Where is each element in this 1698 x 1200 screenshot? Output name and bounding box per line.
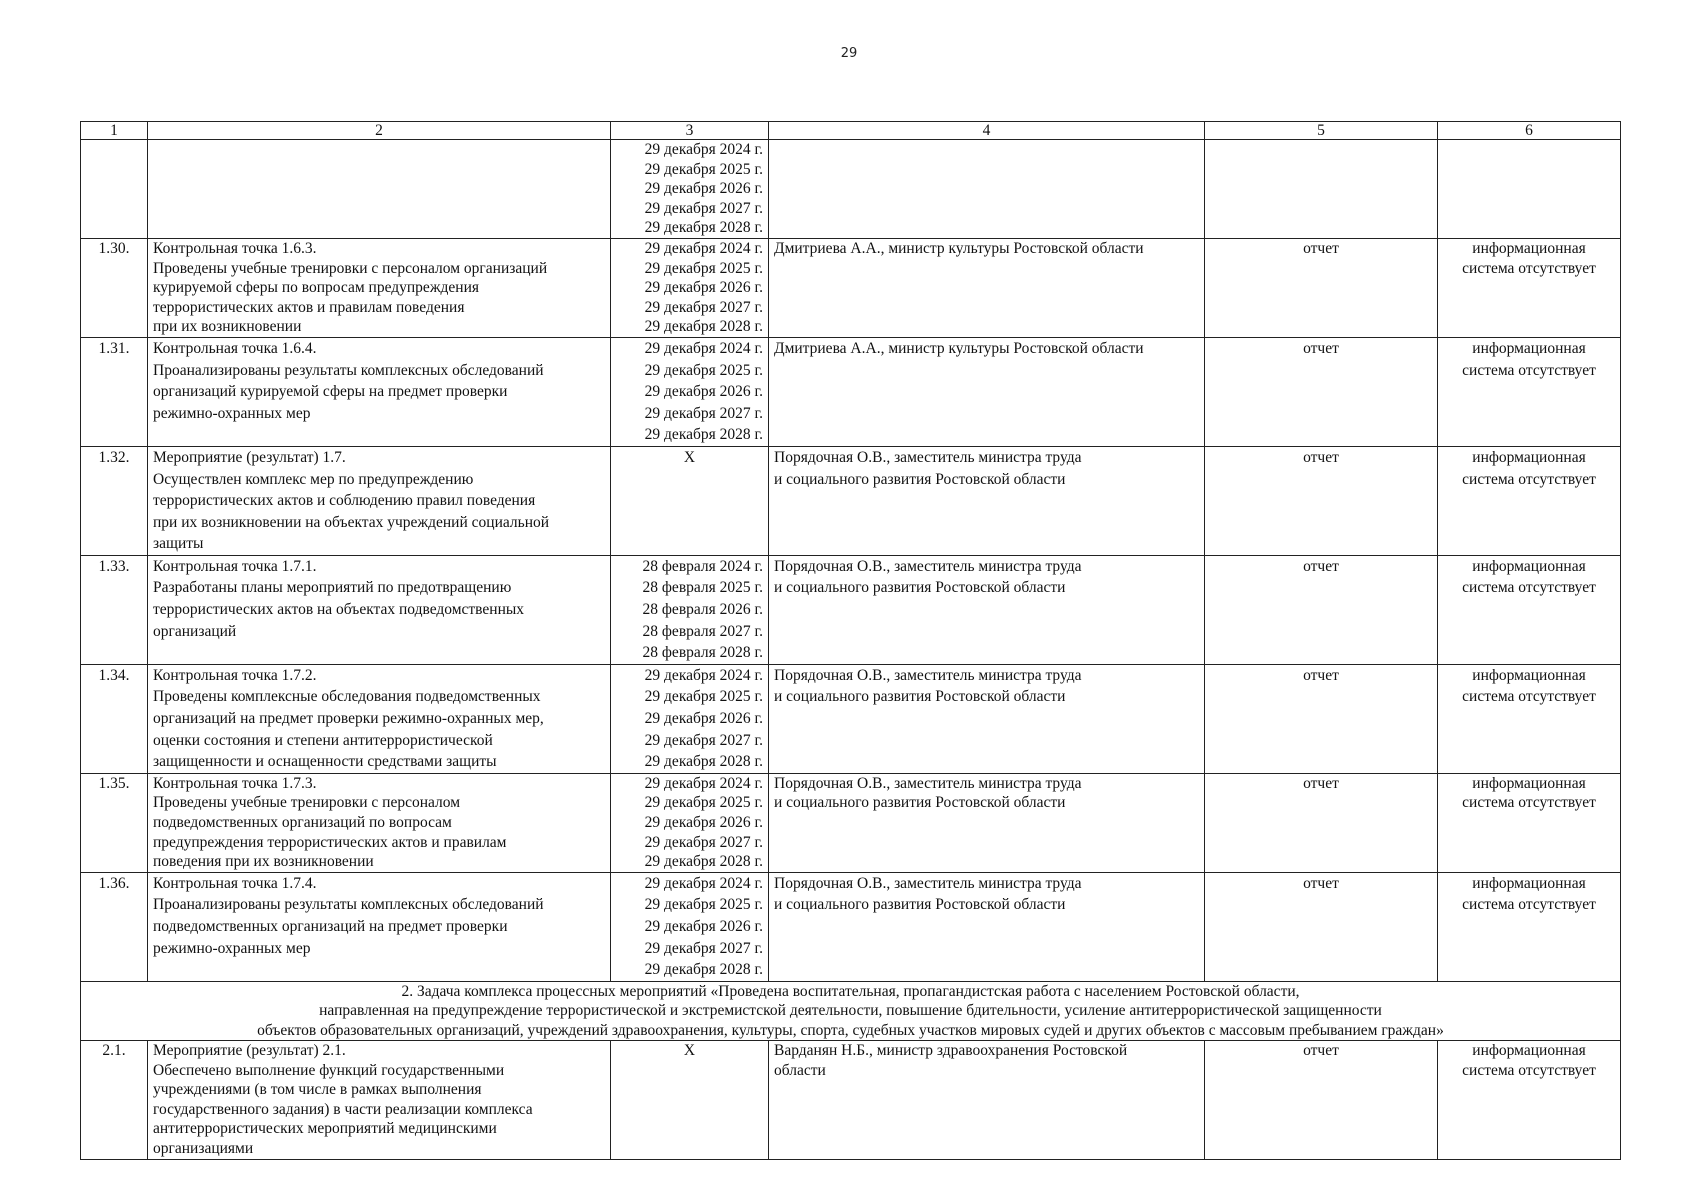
row-description-line: террористических актов и соблюдению правил поведения xyxy=(153,492,536,510)
table-row xyxy=(81,238,1621,337)
row-info-system xyxy=(1438,446,1621,555)
row-description-line: Контрольная точка 1.7.2. xyxy=(153,666,317,684)
row-info-system-line: система отсутствует xyxy=(1462,579,1596,597)
task-section-line: направленная на предупреждение террористической и экстремистской деятельности, повышение бдительности, усиление антитеррористической защищенности xyxy=(319,1002,1382,1020)
row-number xyxy=(81,140,148,239)
table-row xyxy=(81,140,1621,239)
table-row xyxy=(81,773,1621,872)
row-number: 1.32. xyxy=(81,446,148,555)
column-number: 1 xyxy=(81,122,148,140)
row-number: 1.33. xyxy=(81,555,148,664)
column-number: 3 xyxy=(611,122,769,140)
row-dates-line: 29 декабря 2026 г. xyxy=(644,710,763,728)
row-description-line: режимно-охранных мер xyxy=(153,404,311,422)
row-dates xyxy=(611,1040,769,1159)
row-responsible xyxy=(769,446,1205,555)
row-responsible-line: и социального развития Ростовской области xyxy=(774,470,1066,488)
row-dates-line: 29 декабря 2025 г. xyxy=(644,896,763,914)
row-document-type xyxy=(1205,140,1438,239)
task-section-line: 2. Задача комплекса процессных мероприятий «Проведена воспитательная, пропагандистская работа с населением Ростовской области, xyxy=(401,982,1300,1000)
row-description-line: Контрольная точка 1.7.3. xyxy=(153,774,317,792)
row-description-line: Контрольная точка 1.6.3. xyxy=(153,239,317,257)
row-info-system xyxy=(1438,140,1621,239)
row-description-line: курируемой сферы по вопросам предупреждения xyxy=(153,279,480,297)
row-description-line: Проанализированы результаты комплексных обследований xyxy=(153,896,544,914)
row-dates xyxy=(611,446,769,555)
column-number-row xyxy=(81,122,1621,140)
row-dates-line: 29 декабря 2025 г. xyxy=(644,688,763,706)
row-dates-line: 29 декабря 2024 г. xyxy=(644,239,763,257)
row-responsible-line: Дмитриева А.А., министр культуры Ростовской области xyxy=(774,239,1144,257)
row-number: 1.35. xyxy=(81,773,148,872)
column-number: 4 xyxy=(769,122,1205,140)
row-dates-line: 29 декабря 2027 г. xyxy=(644,199,763,217)
row-description-line: организаций курируемой сферы на предмет проверки xyxy=(153,383,508,401)
task-section-heading xyxy=(81,981,1621,1040)
row-info-system xyxy=(1438,872,1621,981)
table-row xyxy=(81,872,1621,981)
row-dates-line: 28 февраля 2024 г. xyxy=(642,557,763,575)
table-row xyxy=(81,555,1621,664)
row-description-line: организациями xyxy=(153,1139,254,1157)
row-dates-line: 29 декабря 2024 г. xyxy=(644,666,763,684)
row-document-type: отчет xyxy=(1205,238,1438,337)
row-info-system xyxy=(1438,337,1621,446)
row-info-system xyxy=(1438,238,1621,337)
row-description xyxy=(148,555,611,664)
row-description-line: террористических актов на объектах подведомственных xyxy=(153,601,525,619)
row-description-line: организаций xyxy=(153,622,237,640)
row-description-line: при их возникновении xyxy=(153,318,302,336)
row-description xyxy=(148,664,611,773)
row-info-system-line: информационная xyxy=(1472,1041,1586,1059)
row-dates-line: 28 февраля 2025 г. xyxy=(642,579,763,597)
row-responsible-line: Порядочная О.В., заместитель министра труда xyxy=(774,874,1082,892)
row-dates xyxy=(611,238,769,337)
row-dates xyxy=(611,872,769,981)
task-section-row xyxy=(81,981,1621,1040)
row-description xyxy=(148,337,611,446)
row-description-line: поведения при их возникновении xyxy=(153,853,374,871)
row-info-system-line: система отсутствует xyxy=(1462,896,1596,914)
row-description-line: Разработаны планы мероприятий по предотвращению xyxy=(153,579,512,597)
row-dates-line: 29 декабря 2024 г. xyxy=(644,774,763,792)
row-dates-line: 28 февраля 2027 г. xyxy=(642,622,763,640)
row-dates xyxy=(611,140,769,239)
row-dates-line: 29 декабря 2028 г. xyxy=(644,853,763,871)
row-document-type: отчет xyxy=(1205,773,1438,872)
row-number: 2.1. xyxy=(81,1040,148,1159)
measures-table xyxy=(80,121,1621,1160)
row-description-line: Осуществлен комплекс мер по предупреждению xyxy=(153,470,474,488)
row-dates xyxy=(611,664,769,773)
row-description-line: Мероприятие (результат) 2.1. xyxy=(153,1041,346,1059)
row-description-line: при их возникновении на объектах учреждений социальной xyxy=(153,513,550,531)
row-responsible-line: Дмитриева А.А., министр культуры Ростовской области xyxy=(774,339,1144,357)
table-row xyxy=(81,664,1621,773)
row-responsible xyxy=(769,872,1205,981)
row-responsible-line: и социального развития Ростовской области xyxy=(774,579,1066,597)
row-responsible-line: Порядочная О.В., заместитель министра труда xyxy=(774,557,1082,575)
row-info-system xyxy=(1438,773,1621,872)
row-info-system-line: система отсутствует xyxy=(1462,794,1596,812)
row-info-system-line: информационная xyxy=(1472,666,1586,684)
task-section-line: объектов образовательных организаций, учреждений здравоохранения, культуры, спорта, судебных участков мировых судей и других объектов с массовым пребыванием граждан» xyxy=(257,1021,1444,1039)
row-description-line: Контрольная точка 1.6.4. xyxy=(153,339,317,357)
row-dates-line: 29 декабря 2025 г. xyxy=(644,794,763,812)
row-description xyxy=(148,140,611,239)
row-description xyxy=(148,446,611,555)
row-responsible xyxy=(769,555,1205,664)
row-info-system-line: информационная xyxy=(1472,239,1586,257)
row-info-system-line: информационная xyxy=(1472,448,1586,466)
row-description xyxy=(148,872,611,981)
row-responsible xyxy=(769,140,1205,239)
row-number: 1.31. xyxy=(81,337,148,446)
row-number: 1.34. xyxy=(81,664,148,773)
row-description-line: государственного задания) в части реализации комплекса xyxy=(153,1100,533,1118)
row-description-line: террористических актов и правилам поведения xyxy=(153,298,465,316)
row-responsible-line: и социального развития Ростовской области xyxy=(774,688,1066,706)
row-document-type: отчет xyxy=(1205,664,1438,773)
row-description-line: подведомственных организаций на предмет проверки xyxy=(153,917,508,935)
row-description-line: Контрольная точка 1.7.4. xyxy=(153,874,317,892)
row-description-line: Проведены учебные тренировки с персоналом организаций xyxy=(153,259,548,277)
row-dates-line: 29 декабря 2024 г. xyxy=(644,141,763,158)
row-description-line: Мероприятие (результат) 1.7. xyxy=(153,448,346,466)
row-description-line: антитеррористических мероприятий медицинскими xyxy=(153,1120,497,1138)
row-info-system-line: система отсутствует xyxy=(1462,1061,1596,1079)
row-description-line: режимно-охранных мер xyxy=(153,939,311,957)
row-document-type: отчет xyxy=(1205,872,1438,981)
row-description xyxy=(148,238,611,337)
row-dates xyxy=(611,337,769,446)
row-info-system-line: система отсутствует xyxy=(1462,470,1596,488)
row-dates-line: 29 декабря 2025 г. xyxy=(644,259,763,277)
row-dates-line: 29 декабря 2026 г. xyxy=(644,814,763,831)
row-responsible xyxy=(769,1040,1205,1159)
row-responsible-line: Порядочная О.В., заместитель министра труда xyxy=(774,666,1082,684)
row-dates-line: 29 декабря 2024 г. xyxy=(644,874,763,892)
row-description-line: Проанализированы результаты комплексных обследований xyxy=(153,361,544,379)
row-dates-line: 29 декабря 2028 г. xyxy=(644,219,763,237)
row-dates-line: 28 февраля 2028 г. xyxy=(642,644,763,662)
row-dates-line: Х xyxy=(683,1041,696,1059)
row-info-system-line: информационная xyxy=(1472,874,1586,892)
row-document-type: отчет xyxy=(1205,555,1438,664)
row-responsible xyxy=(769,337,1205,446)
row-description-line: подведомственных организаций по вопросам xyxy=(153,814,452,831)
row-document-type: отчет xyxy=(1205,337,1438,446)
row-description-line: защищенности и оснащенности средствами защиты xyxy=(153,753,497,771)
row-number: 1.30. xyxy=(81,238,148,337)
row-responsible-line: Варданян Н.Б., министр здравоохранения Ростовской xyxy=(774,1041,1128,1059)
row-dates-line: 29 декабря 2028 г. xyxy=(644,961,763,979)
row-info-system xyxy=(1438,664,1621,773)
row-dates-line: 29 декабря 2028 г. xyxy=(644,426,763,444)
table-row xyxy=(81,337,1621,446)
row-description-line: Контрольная точка 1.7.1. xyxy=(153,557,317,575)
column-number: 2 xyxy=(148,122,611,140)
row-dates-line: 29 декабря 2028 г. xyxy=(644,318,763,336)
column-number: 5 xyxy=(1205,122,1438,140)
row-dates-line: 29 декабря 2027 г. xyxy=(644,939,763,957)
row-info-system-line: информационная xyxy=(1472,557,1586,575)
column-number: 6 xyxy=(1438,122,1621,140)
row-description-line: оценки состояния и степени антитеррористической xyxy=(153,731,493,749)
row-number: 1.36. xyxy=(81,872,148,981)
row-dates-line: 29 декабря 2024 г. xyxy=(644,339,763,357)
row-dates-line: 29 декабря 2025 г. xyxy=(644,160,763,178)
row-description-line: Проведены учебные тренировки с персоналом xyxy=(153,794,461,812)
row-description-line: предупреждения террористических актов и правилам xyxy=(153,833,507,851)
row-dates-line: 29 декабря 2027 г. xyxy=(644,298,763,316)
row-dates-line: 28 февраля 2026 г. xyxy=(642,601,763,619)
row-responsible-line: и социального развития Ростовской области xyxy=(774,896,1066,914)
row-responsible xyxy=(769,664,1205,773)
row-description-line: Обеспечено выполнение функций государственными xyxy=(153,1061,505,1079)
row-responsible xyxy=(769,773,1205,872)
row-info-system xyxy=(1438,555,1621,664)
row-description-line: Проведены комплексные обследования подведомственных xyxy=(153,688,541,706)
row-dates xyxy=(611,555,769,664)
table-row xyxy=(81,1040,1621,1159)
row-description-line: организаций на предмет проверки режимно-охранных мер, xyxy=(153,710,544,728)
row-dates-line: Х xyxy=(683,448,696,466)
row-dates-line: 29 декабря 2025 г. xyxy=(644,361,763,379)
row-info-system-line: система отсутствует xyxy=(1462,361,1596,379)
row-description-line: защиты xyxy=(153,535,204,553)
table-row xyxy=(81,446,1621,555)
row-responsible-line: Порядочная О.В., заместитель министра труда xyxy=(774,448,1082,466)
row-responsible-line: Порядочная О.В., заместитель министра труда xyxy=(774,774,1082,792)
row-dates xyxy=(611,773,769,872)
row-info-system-line: система отсутствует xyxy=(1462,688,1596,706)
row-info-system xyxy=(1438,1040,1621,1159)
row-description xyxy=(148,773,611,872)
row-dates-line: 29 декабря 2028 г. xyxy=(644,753,763,771)
row-info-system-line: информационная xyxy=(1472,339,1586,357)
row-document-type: отчет xyxy=(1205,446,1438,555)
row-description-line: учреждениями (в том числе в рамках выполнения xyxy=(153,1081,482,1099)
table-body xyxy=(81,122,1621,1160)
row-description xyxy=(148,1040,611,1159)
row-responsible-line: области xyxy=(774,1061,826,1079)
row-dates-line: 29 декабря 2026 г. xyxy=(644,279,763,297)
page-number: 29 xyxy=(840,46,858,61)
row-info-system-line: информационная xyxy=(1472,774,1586,792)
row-dates-line: 29 декабря 2027 г. xyxy=(644,731,763,749)
row-dates-line: 29 декабря 2027 г. xyxy=(644,833,763,851)
row-dates-line: 29 декабря 2026 г. xyxy=(644,180,763,198)
row-responsible xyxy=(769,238,1205,337)
row-dates-line: 29 декабря 2026 г. xyxy=(644,383,763,401)
row-dates-line: 29 декабря 2027 г. xyxy=(644,404,763,422)
row-dates-line: 29 декабря 2026 г. xyxy=(644,917,763,935)
row-document-type: отчет xyxy=(1205,1040,1438,1159)
row-info-system-line: система отсутствует xyxy=(1462,259,1596,277)
row-responsible-line: и социального развития Ростовской области xyxy=(774,794,1066,812)
